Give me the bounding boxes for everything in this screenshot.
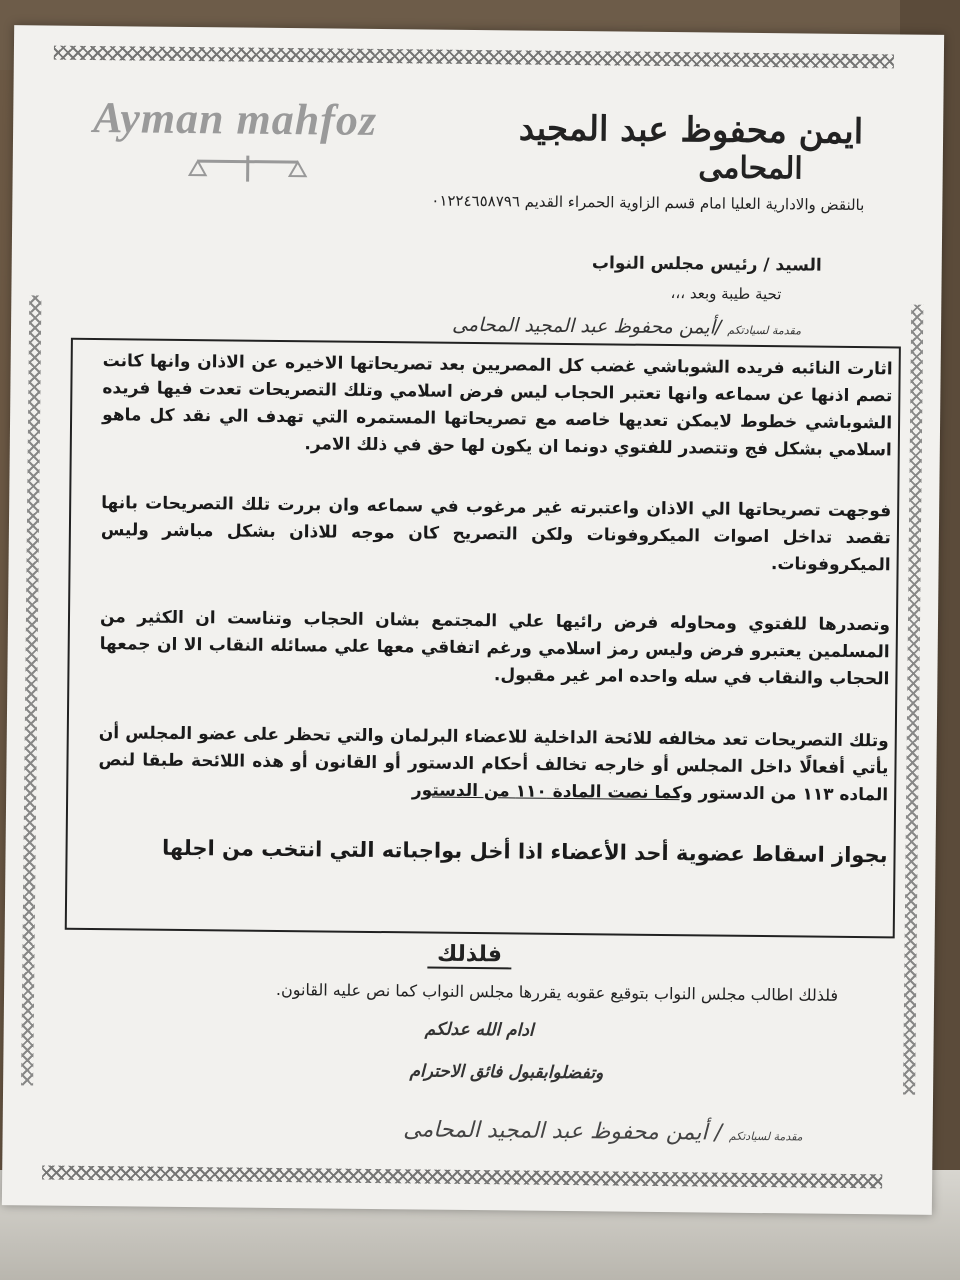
- paragraph-1: اثارت النائبه فريده الشوباشي غضب كل المصريين بعد تصريحاتها الاخيره عن الاذان وانها كانت تصم اذنها عن سماعه وانها تعتبر الحجاب ليس فرض اسلامي وتلك التصريحات تعدت فيها فريده الشوباشي خطوط لايمكن تعديها خاصه مع تصريحاتها المستمره التي تهدف الي نقد كل ماهو اسلامي بشكل فج وتتصدر للفتوي دونما ان يكون لها حق في ذلك الامر.: [102, 351, 893, 461]
- submitted-by-name: /أيمن محفوظ عبد المجيد المحامى: [452, 313, 722, 339]
- complaint-box: [65, 338, 901, 939]
- lawyer-courts-line: بالنقض والادارية العليا امام قسم الزاوية الحمراء القديم ٠١٢٢٤٦٥٨٧٩٦: [431, 191, 865, 215]
- border-pattern-left: [21, 295, 41, 1085]
- signature-prefix: مقدمة لسيادتكم: [728, 1129, 803, 1144]
- border-pattern-right: [903, 305, 923, 1095]
- therefore-text: فلذلك: [427, 942, 512, 970]
- submitted-by-prefix: مقدمة لسيادتكم: [727, 323, 802, 338]
- greeting: تحية طيبة وبعد ،،،: [670, 284, 782, 304]
- border-pattern-top: [54, 46, 894, 69]
- paragraph-5: بجواز اسقاط عضوية أحد الأعضاء اذا أخل بواجباته التي انتخب من اجلها: [161, 835, 888, 868]
- paragraph-2: فوجهت تصريحاتها الي الاذان واعتبرته غير مرغوب في سماعه وان بررت تلك التصريحات بانها تقصد تداخل اصوات الميكروفونات ولكن التصريح كان موجه للاذان بشكل مباشر وليس الميكروفونات.: [100, 493, 892, 576]
- lawyer-name: ايمن محفوظ عبد المجيد: [518, 108, 864, 153]
- paragraph-4-underlined: وكما نصت المادة ١١٠ من الدستور: [411, 780, 693, 804]
- paragraph-4: [98, 720, 889, 809]
- addressee: السيد / رئيس مجلس النواب: [591, 253, 822, 276]
- therefore-heading: [4, 937, 934, 972]
- paragraph-3: وتصدرها للفتوي ومحاوله فرض رائيها علي المجتمع بشان الحجاب وتناست ان الكثير من المسلمين يعتبرو فرض وليس رمز اسلامي ورغم اتفاقي معها علي مسائله النقاب الا ان جمعها الحجاب والنقاب في سله واحده امر غير مقبول.: [99, 607, 891, 690]
- lawyer-title: المحامى: [698, 150, 803, 187]
- letter-paper: [2, 25, 944, 1215]
- signature-name: / أيمن محفوظ عبد المجيد المحامى: [403, 1117, 723, 1146]
- closing-respect: وتفضلوابقبول فائق الاحترام: [409, 1061, 604, 1084]
- logo-latin-text: Ayman mahfoz: [92, 92, 378, 145]
- border-pattern-bottom: [42, 1166, 882, 1189]
- submitted-by: [101, 310, 801, 339]
- closing-blessing: ادام الله عدلكم: [424, 1019, 534, 1041]
- scales-of-justice-icon: [188, 153, 308, 184]
- request-line: فلذلك اطالب مجلس النواب بتوقيع عقوبه يقررها مجلس النواب كما نص عليه القانون.: [275, 979, 839, 1005]
- signature: [83, 1114, 803, 1147]
- paragraph-4-main: وتلك التصريحات تعد مخالفه للائحة الداخلية للاعضاء البرلمان والتي تحظر على عضو المجلس أن يأتي أفعالًا داخل المجلس أو خارجه تخالف أحكام الدستور أو القانون أو هذه اللائحة طبقا لنص الماده ١١٣ من الدستور: [98, 723, 889, 806]
